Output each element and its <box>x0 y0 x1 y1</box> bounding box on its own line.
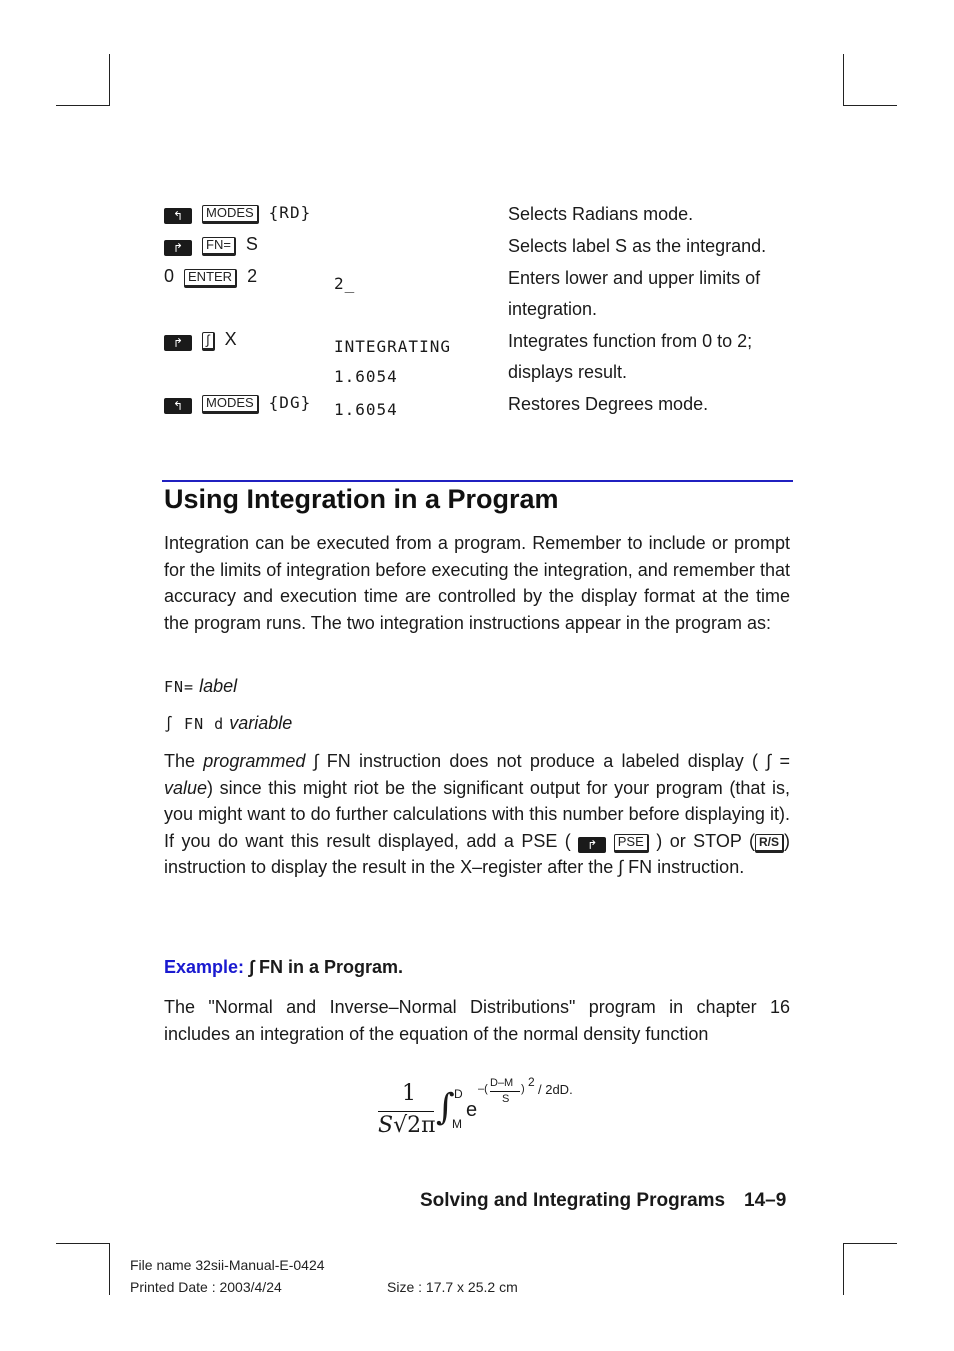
normal-density-formula <box>376 1075 596 1145</box>
text-run: ∫ FN instruction does not produce a labeled display ( ∫ = <box>313 751 790 771</box>
exp-tail: / 2dD. <box>538 1082 573 1097</box>
calculator-key: ENTER <box>184 269 237 288</box>
text-run: ) since this might riot be the significant output for your program (that is, you might want to do further calculations with this number before displaying it). If you do want this result displayed, add a PSE ( <box>164 777 790 851</box>
section-rule <box>162 480 793 482</box>
integral-upper: D <box>454 1087 463 1101</box>
crop-mark <box>56 1243 110 1244</box>
text-run: programmed <box>203 751 306 771</box>
exp-base: e <box>466 1099 478 1121</box>
denominator-root: √2π <box>393 1113 436 1138</box>
keystroke-text: 0 <box>164 266 175 286</box>
crop-mark <box>843 105 897 106</box>
keystroke-keys <box>164 266 267 288</box>
exp-fraction-bar <box>490 1091 520 1092</box>
exp-den: S <box>502 1093 510 1105</box>
text-run: ) instruction to display the result in the X–register after the ∫ FN instruction. <box>164 830 790 877</box>
keystroke-description: Selects Radians mode. <box>508 204 694 224</box>
display-readout <box>334 269 355 299</box>
crop-mark <box>56 105 110 106</box>
keystroke-description: Integrates function from 0 to 2; displays result. <box>508 331 753 382</box>
display-line: 1.6054 <box>334 367 398 386</box>
keystroke-description: Selects label S as the integrand. <box>508 236 767 256</box>
page-number: 14–9 <box>744 1190 787 1211</box>
instruction-integrate <box>164 710 790 738</box>
rs-key: R/S <box>755 834 784 853</box>
exp-pow: 2 <box>528 1075 535 1089</box>
keystroke-text: 2 <box>247 266 258 286</box>
fraction-bar <box>378 1111 434 1112</box>
instruction-fn-label <box>164 673 790 701</box>
display-line: 2_ <box>334 274 356 293</box>
crop-mark <box>109 54 110 106</box>
text-run: ) or STOP ( <box>656 830 755 851</box>
text-run: The <box>164 751 196 771</box>
crop-mark <box>843 1243 844 1295</box>
example-paragraph: The "Normal and Inverse–Normal Distributions" program in chapter 16 includes an integration of the equation of the normal density function <box>164 997 790 1044</box>
instruction-arg: variable <box>229 713 293 733</box>
text-run: value <box>164 777 208 798</box>
footer-title: Solving and Integrating Programs <box>420 1190 726 1211</box>
file-name: File name 32sii-Manual-E-0424 <box>130 1257 325 1273</box>
formula-numerator: 1 <box>402 1081 416 1106</box>
keystroke-text: {RD} <box>268 203 312 222</box>
left-shift-icon: ↰ <box>164 398 192 414</box>
calculator-key: MODES <box>202 395 259 414</box>
page-size: Size : 17.7 x 25.2 cm <box>387 1279 518 1295</box>
section-heading: Using Integration in a Program <box>164 484 559 514</box>
keystroke-keys <box>164 202 321 224</box>
keystroke-keys <box>164 234 268 256</box>
right-shift-icon: ↱ <box>578 837 606 853</box>
example-label: Example: <box>164 957 245 977</box>
display-readout <box>334 332 451 392</box>
keystroke-keys <box>164 329 247 351</box>
exp-num: D–M <box>490 1077 514 1089</box>
keystroke-description: Restores Degrees mode. <box>508 394 709 414</box>
exp-minus: –( <box>478 1083 488 1095</box>
integral-sign: ∫ <box>436 1087 455 1128</box>
instruction-code: FN= <box>164 678 195 696</box>
formula-denominator <box>378 1113 436 1138</box>
left-shift-icon: ↰ <box>164 208 192 224</box>
denominator-s: S <box>378 1113 394 1138</box>
right-shift-icon: ↱ <box>164 240 192 256</box>
keystroke-description: Enters lower and upper limits of integration. <box>508 268 761 319</box>
crop-mark <box>843 54 844 106</box>
programmed-paragraph <box>164 748 790 881</box>
right-shift-icon: ↱ <box>164 335 192 351</box>
calculator-key: FN= <box>202 237 236 256</box>
keystroke-text: X <box>224 329 237 349</box>
display-line: 1.6054 <box>334 400 398 419</box>
calculator-key: ∫ <box>202 332 215 351</box>
crop-mark <box>843 1243 897 1244</box>
printed-date: Printed Date : 2003/4/24 <box>130 1279 282 1295</box>
example-title: ∫ FN in a Program. <box>249 957 404 977</box>
instruction-code: ∫ FN d <box>164 715 225 733</box>
display-readout <box>334 395 398 425</box>
instruction-arg: label <box>199 676 238 696</box>
keystroke-text: S <box>245 234 258 254</box>
integral-lower: M <box>452 1117 462 1131</box>
intro-paragraph: Integration can be executed from a program. Remember to include or prompt for the limits of integration before executing the integration, and remember that accuracy and execution time are controlled by the display format at the time the program runs. The two integration instructions appear in the program as: <box>164 533 790 633</box>
display-line: INTEGRATING <box>334 337 451 356</box>
pse-key: PSE <box>614 834 649 853</box>
keystroke-keys <box>164 392 321 414</box>
example-heading <box>164 957 403 978</box>
keystroke-text: {DG} <box>268 393 312 412</box>
exp-close: ) <box>521 1083 525 1095</box>
calculator-key: MODES <box>202 205 259 224</box>
crop-mark <box>109 1243 110 1295</box>
